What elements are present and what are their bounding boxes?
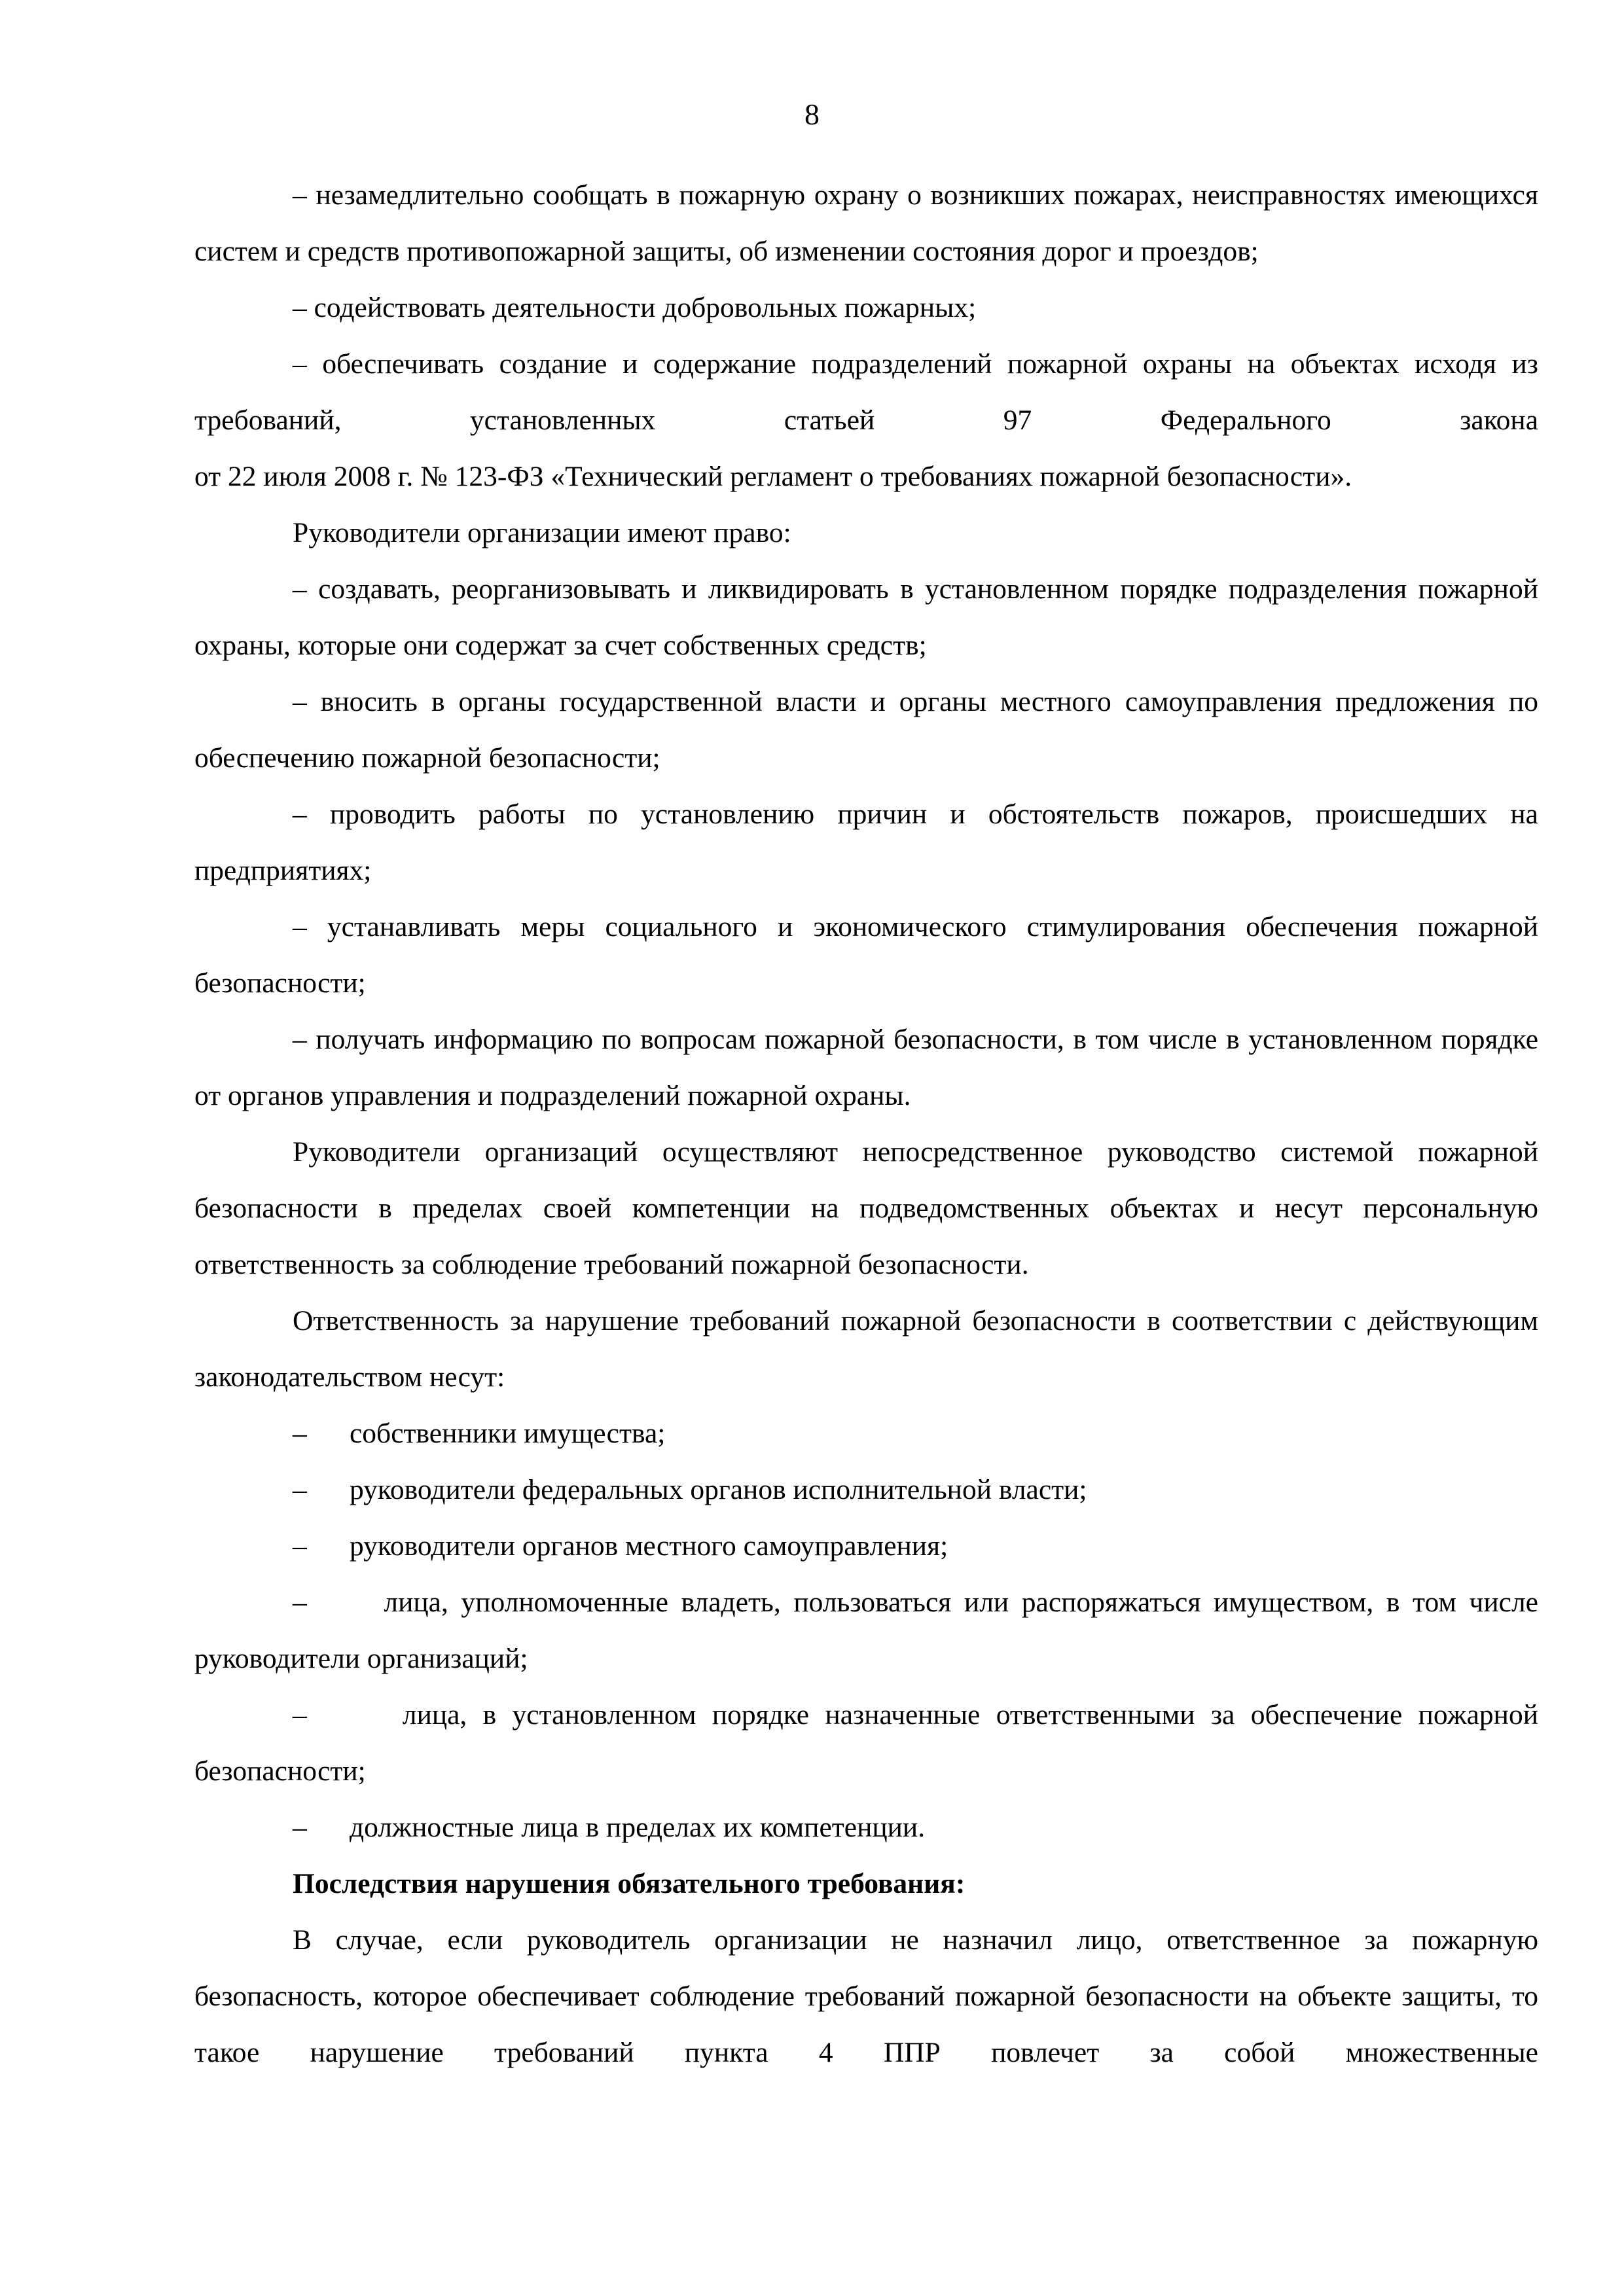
list-item (194, 1687, 1538, 1799)
list-dash: – (293, 1812, 307, 1843)
list-item (194, 1574, 1538, 1687)
list-item (194, 1405, 1538, 1462)
list-item-text: руководители органов местного самоуправления; (350, 1530, 948, 1562)
paragraph-report-fires: – незамедлительно сообщать в пожарную охрану о возникших пожарах, неисправностях имеющихся систем и средств противопожарной защиты, об изменении состояния дорог и проездов; (194, 179, 1538, 267)
list-dash: – (293, 1587, 307, 1618)
list-item-text: собственники имущества; (350, 1418, 666, 1449)
paragraph-assist-volunteers: – содействовать деятельности добровольных пожарных; (293, 292, 977, 323)
list-item-text: руководители федеральных органов исполнительной власти; (350, 1474, 1087, 1505)
list-dash: – (293, 1530, 307, 1562)
list-item (194, 1462, 1538, 1518)
list-dash: – (293, 1418, 307, 1449)
paragraph-right-information: – получать информацию по вопросам пожарной безопасности, в том числе в установленном порядке от органов управления и подразделений пожарной охраны. (194, 1024, 1538, 1111)
document-body (194, 167, 1538, 2081)
paragraph-law-reference: от 22 июля 2008 г. № 123-ФЗ «Технический регламент о требованиях пожарной безопасности». (194, 461, 1352, 492)
paragraph-liability-intro: Ответственность за нарушение требований пожарной безопасности в соответствии с действующим законодательством несут: (194, 1305, 1538, 1393)
list-item-text: лица, уполномоченные владеть, пользоваться или распоряжаться имуществом, в том числе руководители организаций; (194, 1587, 1538, 1674)
paragraph-management-responsibility: Руководители организаций осуществляют непосредственное руководство системой пожарной безопасности в пределах своей компетенции на подведомственных объектах и несут персональную ответственность за соблюдение требований пожарной безопасности. (194, 1136, 1538, 1280)
consequences-heading: Последствия нарушения обязательного требования: (293, 1868, 965, 1899)
list-item-text: лица, в установленном порядке назначенные ответственными за обеспечение пожарной безопасности; (194, 1699, 1538, 1787)
paragraph-consequences: В случае, если руководитель организации не назначил лицо, ответственное за пожарную безопасность, которое обеспечивает соблюдение требований пожарной безопасности на объекте защиты, то такое нарушение требований пункта 4 ППР повлечет за собой множественные (194, 1924, 1538, 2068)
list-item (194, 1799, 1538, 1856)
paragraph-right-incentives: – устанавливать меры социального и экономического стимулирования обеспечения пожарной безопасности; (194, 911, 1538, 999)
page-number: 8 (804, 98, 820, 131)
paragraph-right-create-units: – создавать, реорганизовывать и ликвидировать в установленном порядке подразделения пожарной охраны, которые они содержат за счет собственных средств; (194, 573, 1538, 661)
paragraph-right-investigate: – проводить работы по установлению причин и обстоятельств пожаров, происшедших на предприятиях; (194, 798, 1538, 886)
paragraph-rights-intro: Руководители организации имеют право: (293, 517, 791, 548)
list-dash: – (293, 1474, 307, 1505)
list-dash: – (293, 1699, 307, 1731)
paragraph-create-fire-units: – обеспечивать создание и содержание подразделений пожарной охраны на объектах исходя из требований, установленных статьей 97 Федерального закона (194, 348, 1538, 436)
list-item-text: должностные лица в пределах их компетенции. (350, 1812, 926, 1843)
paragraph-right-proposals: – вносить в органы государственной власти и органы местного самоуправления предложения по обеспечению пожарной безопасности; (194, 686, 1538, 774)
list-item (194, 1518, 1538, 1574)
